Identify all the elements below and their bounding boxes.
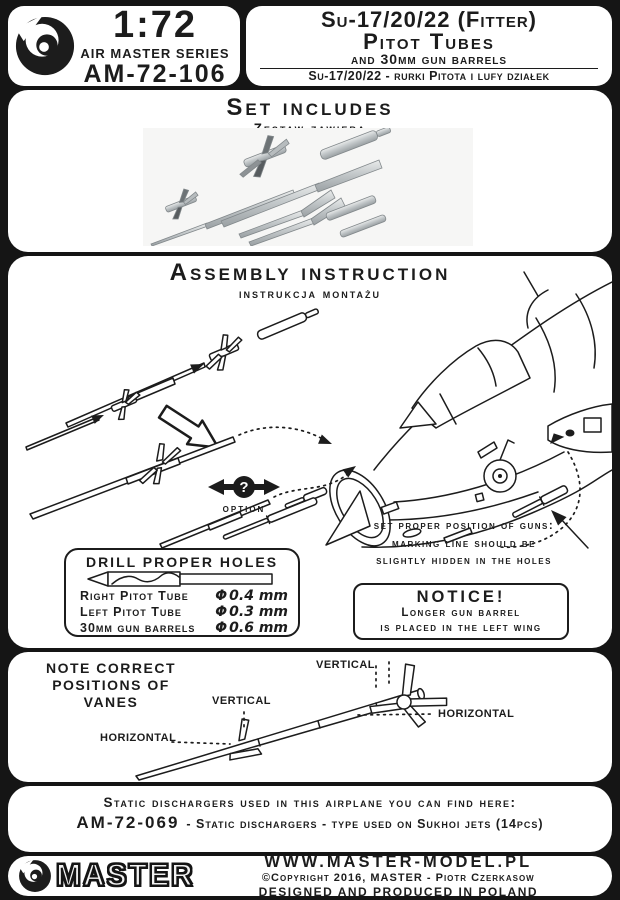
drill-holes-box — [64, 548, 300, 637]
drill-bit-icon — [82, 570, 282, 588]
master-spiral-logo-icon — [14, 15, 76, 77]
product-title-line1: Su-17/20/22 (Fitter) — [320, 7, 537, 32]
master-spiral-logo-icon — [18, 859, 52, 893]
option-arrows-icon — [208, 476, 280, 498]
static-dischargers-line1: Static dischargers used in this airplane you can find here: — [103, 795, 517, 810]
guns-note-line2: marking line should be — [392, 537, 536, 550]
phi-symbol: Φ — [215, 604, 228, 620]
brand-wordmark: MASTER — [56, 858, 195, 893]
drill-row-value: 0.4 mm — [229, 588, 288, 604]
static-dischargers-panel — [8, 786, 612, 852]
scale-text: 1:72 — [112, 3, 198, 46]
horizontal-label-right: HORIZONTAL — [438, 708, 515, 720]
drill-row — [66, 620, 298, 636]
header-left-panel — [8, 3, 240, 88]
vanes-note-line1: NOTE CORRECT — [46, 660, 176, 676]
vanes-note-line2: POSITIONS OF VANES — [52, 677, 170, 710]
drill-row — [66, 588, 298, 604]
drill-row — [66, 604, 298, 620]
product-subtitle: and 30mm gun barrels — [350, 51, 508, 67]
set-includes-title: Set includes — [226, 94, 394, 121]
related-product-code: AM-72-069 — [76, 813, 180, 832]
drill-row-label: 30mm gun barrels — [80, 621, 196, 635]
product-code: AM-72-106 — [83, 59, 227, 88]
notice-box — [353, 583, 569, 640]
guns-note-line1: set proper position of guns: — [373, 520, 555, 532]
copyright-text: ©Copyright 2016, MASTER - Piotr Czerkasow — [261, 871, 535, 884]
parts-photo — [143, 128, 473, 246]
static-dischargers-line2: - Static dischargers - type used on Sukhoi jets (14pcs) — [186, 817, 544, 831]
horizontal-label-left: HORIZONTAL — [100, 732, 177, 744]
metal-parts-illustration — [143, 128, 473, 246]
guns-position-note — [338, 518, 590, 571]
guns-note-line3: slightly hidden in the holes — [376, 555, 552, 567]
notice-line2: is placed in the left wing — [380, 621, 542, 634]
drill-row-label: Right Pitot Tube — [80, 589, 189, 603]
assembly-title: Assembly instruction — [169, 259, 451, 286]
drill-row-value: 0.6 mm — [229, 620, 288, 636]
drill-box-title: DRILL PROPER HOLES — [85, 554, 279, 570]
produced-text: DESIGNED AND PRODUCED IN POLAND — [258, 884, 539, 899]
product-title-line2: Pitot Tubes — [363, 29, 495, 54]
assembly-panel — [8, 256, 612, 648]
product-subtitle-polish: Su-17/20/22 - rurki Pitota i lufy działek — [308, 69, 550, 83]
vanes-note — [26, 660, 196, 711]
set-includes-panel — [8, 90, 612, 252]
website-url: WWW.MASTER-MODEL.PL — [264, 853, 533, 872]
assembly-subtitle: instrukcja montażu — [238, 286, 382, 301]
header-right-panel — [246, 6, 612, 86]
vertical-label-mid: VERTICAL — [212, 695, 271, 707]
drill-row-value: 0.3 mm — [229, 604, 288, 620]
series-text: AIR MASTER SERIES — [80, 45, 230, 61]
footer-panel — [8, 853, 612, 899]
option-question-mark: ? — [239, 479, 249, 496]
vertical-label-right: VERTICAL — [316, 659, 375, 671]
notice-title: NOTICE! — [416, 588, 506, 606]
option-label: option — [222, 503, 266, 515]
notice-line1: Longer gun barrel — [401, 607, 521, 619]
vanes-panel — [8, 652, 612, 782]
drill-row-label: Left Pitot Tube — [80, 605, 182, 619]
phi-symbol: Φ — [215, 588, 228, 604]
phi-symbol: Φ — [215, 620, 228, 636]
